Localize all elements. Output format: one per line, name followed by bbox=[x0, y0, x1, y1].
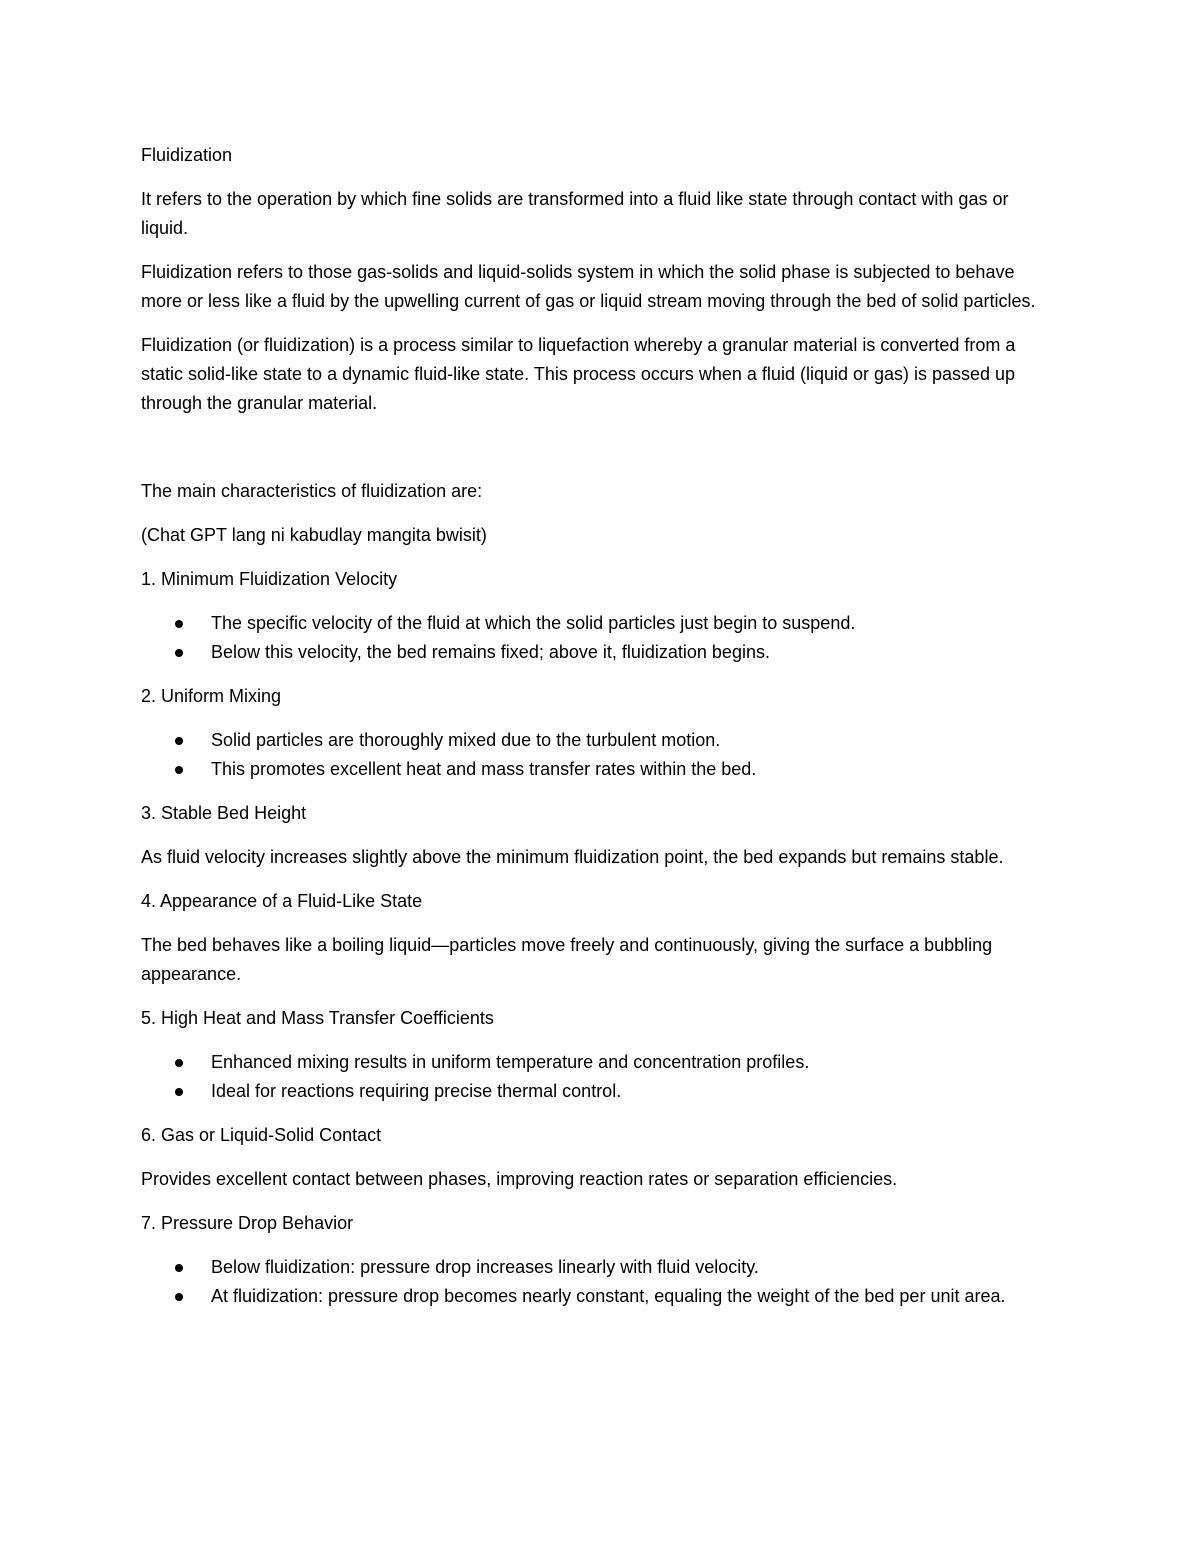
bullet-item bbox=[141, 755, 1059, 784]
section-heading: 1. Minimum Fluidization Velocity bbox=[141, 569, 398, 589]
section-text: The bed behaves like a boiling liquid—particles move freely and continuously, giving the surface a bubbling appearance. bbox=[141, 935, 993, 984]
bullet-item bbox=[141, 638, 1059, 667]
bullet-text: Below fluidization: pressure drop increases linearly with fluid velocity. bbox=[211, 1257, 759, 1277]
bullet-text: Ideal for reactions requiring precise thermal control. bbox=[211, 1081, 622, 1101]
bullet-icon bbox=[175, 737, 183, 745]
document-title: Fluidization bbox=[141, 145, 233, 165]
bullet-list bbox=[141, 1253, 1059, 1311]
bullet-icon bbox=[175, 766, 183, 774]
section-heading: 6. Gas or Liquid-Solid Contact bbox=[141, 1125, 382, 1145]
intro-paragraph: Fluidization refers to those gas-solids and liquid-solids system in which the solid phase is subjected to behave more or less like a fluid by the upwelling current of gas or liquid stream moving through the bed of solid particles. bbox=[141, 262, 1036, 311]
bullet-text: The specific velocity of the fluid at which the solid particles just begin to suspend. bbox=[211, 613, 856, 633]
section-heading: 5. High Heat and Mass Transfer Coefficients bbox=[141, 1008, 494, 1028]
bullet-list bbox=[141, 1048, 1059, 1106]
bullet-icon bbox=[175, 649, 183, 657]
bullet-item bbox=[141, 1282, 1059, 1311]
bullet-text: Below this velocity, the bed remains fixed; above it, fluidization begins. bbox=[211, 642, 770, 662]
section-text: As fluid velocity increases slightly above the minimum fluidization point, the bed expands but remains stable. bbox=[141, 847, 1004, 867]
intro-paragraph: It refers to the operation by which fine solids are transformed into a fluid like state through contact with gas or liquid. bbox=[141, 189, 1009, 238]
intro-paragraph: Fluidization (or fluidization) is a process similar to liquefaction whereby a granular material is converted from a static solid-like state to a dynamic fluid-like state. This process occurs when a fluid (liquid or gas) is passed up through the granular material. bbox=[141, 335, 1016, 413]
blank-line bbox=[141, 433, 1059, 477]
bullet-item bbox=[141, 1253, 1059, 1282]
bullet-item bbox=[141, 609, 1059, 638]
bullet-icon bbox=[175, 620, 183, 628]
bullet-icon bbox=[175, 1059, 183, 1067]
section-heading: 2. Uniform Mixing bbox=[141, 686, 282, 706]
bullet-list bbox=[141, 726, 1059, 784]
section-heading: 3. Stable Bed Height bbox=[141, 803, 307, 823]
document-body bbox=[141, 141, 1059, 1326]
section-text: Provides excellent contact between phases, improving reaction rates or separation efficiencies. bbox=[141, 1169, 898, 1189]
section-heading: 4. Appearance of a Fluid-Like State bbox=[141, 891, 423, 911]
section-heading: 7. Pressure Drop Behavior bbox=[141, 1213, 354, 1233]
bullet-icon bbox=[175, 1293, 183, 1301]
bullet-item bbox=[141, 1048, 1059, 1077]
bullet-text: This promotes excellent heat and mass transfer rates within the bed. bbox=[211, 759, 757, 779]
bullet-icon bbox=[175, 1088, 183, 1096]
bullet-text: Solid particles are thoroughly mixed due to the turbulent motion. bbox=[211, 730, 721, 750]
bullet-icon bbox=[175, 1264, 183, 1272]
characteristics-intro: The main characteristics of fluidization are: bbox=[141, 481, 483, 501]
bullet-list bbox=[141, 609, 1059, 667]
bullet-item bbox=[141, 726, 1059, 755]
author-note: (Chat GPT lang ni kabudlay mangita bwisit) bbox=[141, 525, 487, 545]
bullet-item bbox=[141, 1077, 1059, 1106]
bullet-text: Enhanced mixing results in uniform temperature and concentration profiles. bbox=[211, 1052, 810, 1072]
bullet-text: At fluidization: pressure drop becomes nearly constant, equaling the weight of the bed per unit area. bbox=[211, 1286, 1006, 1306]
